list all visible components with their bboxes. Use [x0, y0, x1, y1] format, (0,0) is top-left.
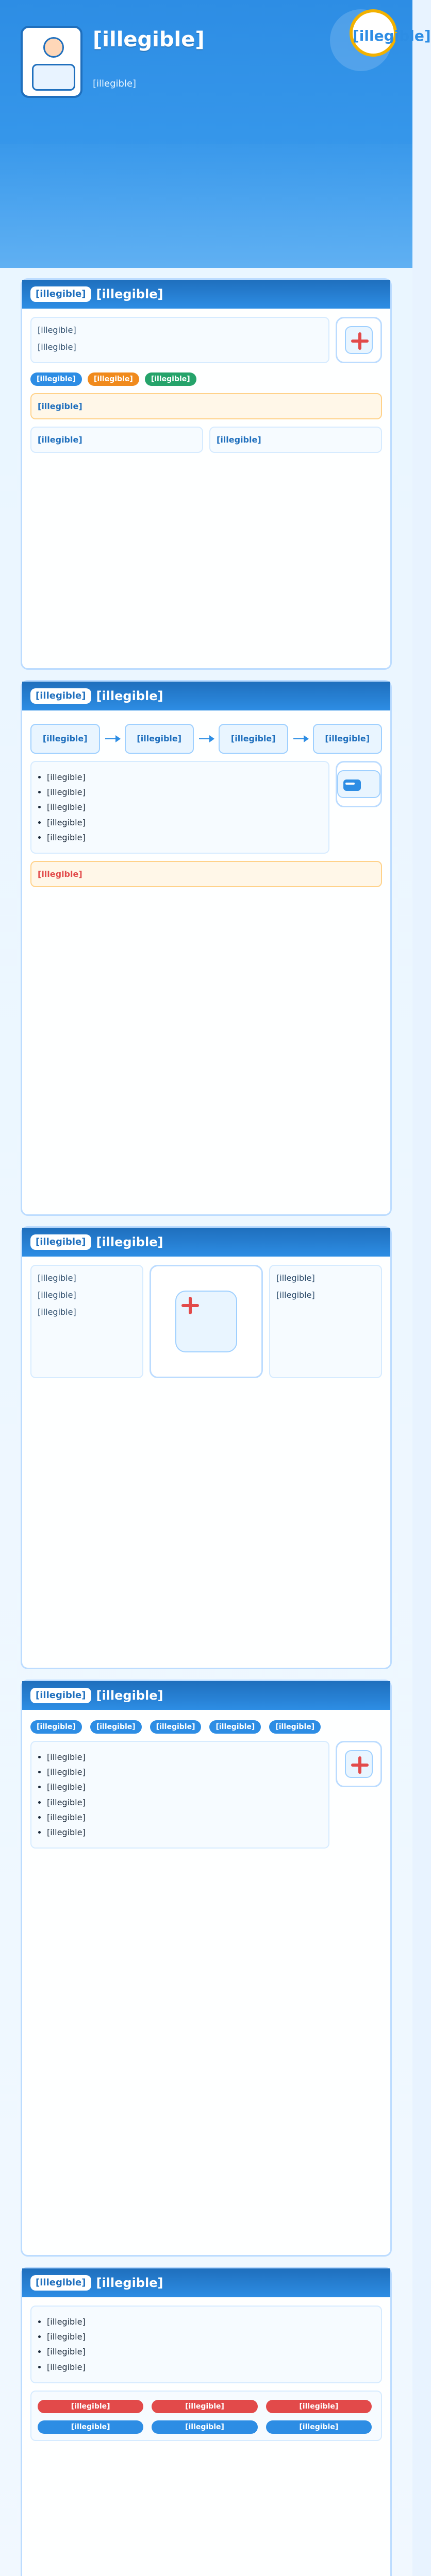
section-3-right-p1: [illegible] — [276, 1273, 315, 1283]
section-1-pills — [30, 370, 382, 386]
section-4-step-3: [illegible] — [150, 1720, 202, 1734]
section-5-bullet-4: • [illegible] — [47, 2361, 375, 2373]
section-4-icon-box — [336, 1741, 382, 1787]
doctor-icon — [21, 26, 82, 98]
section-3-header — [22, 1228, 390, 1257]
section-5-tag: [illegible] — [30, 2275, 91, 2291]
section-5-bullet-1: • [illegible] — [47, 2316, 375, 2328]
section-3-right — [269, 1265, 382, 1378]
section-4-bullet-1: • [illegible] — [47, 1751, 322, 1763]
spacer — [38, 1301, 136, 1306]
section-4-body — [22, 1710, 390, 1857]
section-2-note-text: [illegible] — [38, 869, 82, 879]
section-4-tag: [illegible] — [30, 1688, 91, 1703]
section-3-tag: [illegible] — [30, 1234, 91, 1250]
section-2-bullet-3: • [illegible] — [47, 801, 322, 813]
section-1-callout — [30, 393, 382, 419]
section-4-title: [illegible] — [96, 1688, 163, 1703]
id-card-icon — [337, 770, 380, 798]
mini-table-cell-2-2: [illegible] — [152, 2420, 257, 2434]
section-3-body — [22, 1257, 390, 1386]
section-1 — [21, 278, 392, 670]
section-4-bullet-5: • [illegible] — [47, 1811, 322, 1823]
section-1-row-2 — [30, 427, 382, 453]
section-1-pill-2: [illegible] — [88, 372, 139, 386]
flow-node-4: [illegible] — [313, 724, 383, 754]
section-4-bullet-3: • [illegible] — [47, 1781, 322, 1793]
mini-table-cell-2-3: [illegible] — [266, 2420, 372, 2434]
section-1-subcard-1 — [30, 427, 203, 453]
section-3-left — [30, 1265, 143, 1378]
section-3-left-p2: [illegible] — [38, 1290, 76, 1300]
section-5-header — [22, 2268, 390, 2297]
section-5-title: [illegible] — [96, 2276, 163, 2290]
section-3-row — [30, 1265, 382, 1378]
section-4-steps — [30, 1718, 382, 1734]
section-3-title: [illegible] — [96, 1235, 163, 1249]
page-subtitle: [illegible] — [93, 78, 137, 89]
section-5 — [21, 2267, 392, 2576]
flow-node-3: [illegible] — [219, 724, 288, 754]
spacer — [38, 1284, 136, 1289]
page-title: [illegible] — [93, 28, 205, 52]
section-2-note — [30, 861, 382, 887]
medical-kit-icon — [175, 1291, 237, 1352]
section-1-callout-text: [illegible] — [38, 401, 82, 411]
mini-table-cell-2-1: [illegible] — [38, 2420, 143, 2434]
header-skyline-decoration — [0, 144, 412, 268]
spacer — [38, 336, 322, 341]
section-5-body — [22, 2297, 390, 2449]
badge: [illegible] — [350, 9, 397, 57]
hospital-icon — [345, 1750, 373, 1778]
section-1-header — [22, 280, 390, 309]
section-1-pill-3: [illegible] — [145, 372, 196, 386]
section-3-illustration — [150, 1265, 263, 1378]
section-4-step-4: [illegible] — [209, 1720, 261, 1734]
section-2-bullet-5: • [illegible] — [47, 832, 322, 843]
mini-table-grid — [38, 2398, 375, 2434]
section-3-right-p2: [illegible] — [276, 1290, 315, 1300]
section-1-body — [22, 309, 390, 461]
section-2-bullets — [38, 771, 322, 843]
section-4-bullets — [38, 1751, 322, 1838]
mini-table-cell-1-3: [illegible] — [266, 2400, 372, 2413]
section-2-bullet-1: • [illegible] — [47, 771, 322, 783]
section-1-pill-1: [illegible] — [30, 372, 82, 386]
section-5-mini-table — [30, 2391, 382, 2441]
section-4-bullet-6: • [illegible] — [47, 1826, 322, 1838]
section-1-row — [30, 317, 382, 363]
section-2-row — [30, 761, 382, 854]
flow-arrow-3 — [293, 738, 308, 739]
section-1-subcard-2 — [209, 427, 382, 453]
section-2 — [21, 680, 392, 1216]
section-1-card-left — [30, 317, 329, 363]
section-4-bullet-4: • [illegible] — [47, 1797, 322, 1808]
section-1-paragraph-2: [illegible] — [38, 342, 76, 352]
section-4-header — [22, 1681, 390, 1710]
section-1-paragraph-1: [illegible] — [38, 325, 76, 335]
section-2-bullets-card — [30, 761, 329, 854]
flow-node-1: [illegible] — [30, 724, 100, 754]
section-1-subcard-1-title: [illegible] — [38, 435, 82, 445]
section-1-icon-box — [336, 317, 382, 363]
flow-arrow-1 — [105, 738, 120, 739]
section-2-bullet-2: • [illegible] — [47, 786, 322, 798]
section-4-step-5: [illegible] — [269, 1720, 321, 1734]
section-4-step-2: [illegible] — [90, 1720, 142, 1734]
section-2-flow — [30, 724, 382, 754]
flow-node-2: [illegible] — [125, 724, 194, 754]
section-2-header — [22, 682, 390, 710]
section-2-icon-box — [336, 761, 382, 807]
section-5-bullet-3: • [illegible] — [47, 2346, 375, 2358]
section-4-bullets-card — [30, 1741, 329, 1849]
section-1-title: [illegible] — [96, 287, 163, 301]
section-4-step-1: [illegible] — [30, 1720, 82, 1734]
mini-table-cell-1-1: [illegible] — [38, 2400, 143, 2413]
spacer — [276, 1284, 375, 1289]
flow-arrow-2 — [199, 738, 213, 739]
section-2-tag: [illegible] — [30, 688, 91, 704]
section-5-bullets — [38, 2316, 375, 2373]
mini-table-cell-1-2: [illegible] — [152, 2400, 257, 2413]
section-3-left-p3: [illegible] — [38, 1307, 76, 1317]
medical-cross-icon — [345, 326, 373, 354]
section-5-bullet-2: • [illegible] — [47, 2331, 375, 2343]
header — [0, 0, 431, 268]
section-4 — [21, 1680, 392, 2257]
section-1-tag: [illegible] — [30, 286, 91, 302]
section-2-bullet-4: • [illegible] — [47, 817, 322, 828]
section-5-bullets-card — [30, 2306, 382, 2383]
section-4-bullet-2: • [illegible] — [47, 1766, 322, 1778]
section-4-row — [30, 1741, 382, 1849]
section-3-left-p1: [illegible] — [38, 1273, 76, 1283]
section-1-subcard-2-title: [illegible] — [217, 435, 261, 445]
section-2-title: [illegible] — [96, 689, 163, 703]
section-2-body — [22, 710, 390, 895]
section-3 — [21, 1226, 392, 1669]
